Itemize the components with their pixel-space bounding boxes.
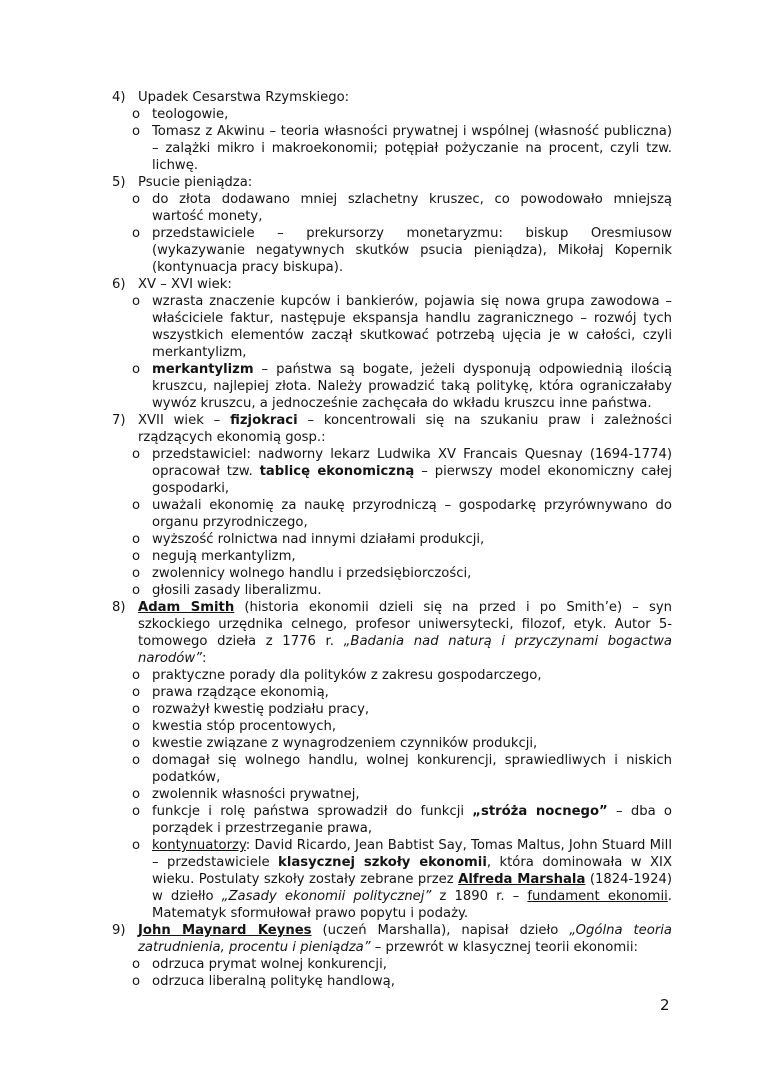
sub-item-text bbox=[152, 446, 672, 497]
sub-item bbox=[112, 837, 672, 922]
list-item-7 bbox=[112, 412, 672, 446]
item-number: 4) bbox=[112, 90, 126, 105]
item-text bbox=[138, 599, 672, 667]
item-title: Psucie pieniądza: bbox=[138, 175, 253, 190]
text-run: z 1890 r. – bbox=[431, 889, 528, 904]
sub-item-text bbox=[152, 361, 672, 412]
bullet-icon: o bbox=[132, 753, 141, 768]
term-fizjokraci: fizjokraci bbox=[230, 413, 298, 428]
bullet-icon: o bbox=[132, 192, 141, 207]
text-run: (uczeń Marshalla), napisał dzieło bbox=[311, 923, 570, 938]
text-run: (historia ekonomii dzieli się na przed i po Smith’e) – syn szkockiego urzędnika celnego, profesor uniwersytecki, filozof, etyk. Autor 5-tomowego dzieła z 1776 r. bbox=[138, 600, 672, 649]
sub-item bbox=[112, 718, 672, 735]
bullet-icon: o bbox=[132, 566, 141, 581]
sub-item-text: negują merkantylizm, bbox=[152, 549, 296, 564]
sub-item-text: zwolennik własności prywatnej, bbox=[152, 787, 360, 802]
sub-item-text bbox=[152, 837, 672, 922]
bullet-icon: o bbox=[132, 804, 141, 819]
sub-item bbox=[112, 531, 672, 548]
sub-item bbox=[112, 293, 672, 361]
text-run: funkcje i rolę państwa sprowadził do funkcji bbox=[152, 804, 473, 819]
text-run: – przewrót w klasycznej teorii ekonomii: bbox=[370, 940, 638, 955]
sub-item-text: przedstawiciele – prekursorzy monetaryzmu: biskup Oresmiusow (wykazywanie negatywnych skutków psucia pieniądza), Mikołaj Kopernik (kontynuacja pracy biskupa). bbox=[152, 226, 672, 275]
sub-item-text: teologowie, bbox=[152, 107, 229, 122]
bullet-icon: o bbox=[132, 362, 141, 377]
text-run: – koncentrowali się na szukaniu praw i zależności rządzących ekonomią gosp.: bbox=[138, 413, 672, 445]
bullet-icon: o bbox=[132, 498, 141, 513]
text-run: : bbox=[202, 651, 207, 666]
bullet-icon: o bbox=[132, 549, 141, 564]
bullet-icon: o bbox=[132, 702, 141, 717]
sub-item bbox=[112, 752, 672, 786]
sub-item bbox=[112, 667, 672, 684]
sub-item-text: kwestia stóp procentowych, bbox=[152, 719, 337, 734]
sub-item-text: prawa rządzące ekonomią, bbox=[152, 685, 329, 700]
sub-item bbox=[112, 225, 672, 276]
sub-item bbox=[112, 684, 672, 701]
bullet-icon: o bbox=[132, 957, 141, 972]
list-item-9 bbox=[112, 922, 672, 956]
bullet-icon: o bbox=[132, 107, 141, 122]
list-item-4 bbox=[112, 89, 672, 106]
item-number: 6) bbox=[112, 277, 126, 292]
item-text bbox=[138, 412, 672, 446]
sub-item bbox=[112, 803, 672, 837]
bullet-icon: o bbox=[132, 447, 141, 462]
text-run: (1824-1924) w dziełło bbox=[152, 872, 672, 904]
text-run: XVII wiek – bbox=[138, 413, 231, 428]
term-klasyczna-szkola: klasycznej szkoły ekonomii bbox=[278, 855, 487, 870]
sub-item-text: kwestie związane z wynagrodzeniem czynników produkcji, bbox=[152, 736, 538, 751]
text-run: przedstawiciel: nadworny lekarz Ludwika XV Francais Quesnay (1694-1774) opracował tzw. bbox=[152, 447, 672, 479]
list-item-6 bbox=[112, 276, 672, 293]
bullet-icon: o bbox=[132, 719, 141, 734]
term-kontynuatorzy: kontynuatorzy bbox=[152, 838, 246, 853]
sub-item bbox=[112, 361, 672, 412]
bullet-icon: o bbox=[132, 583, 141, 598]
text-run: . Matematyk sformułował prawo popytu i podaży. bbox=[152, 889, 672, 921]
list-item-5 bbox=[112, 174, 672, 191]
term-merkantylizm: merkantylizm bbox=[152, 362, 254, 377]
bullet-icon: o bbox=[132, 685, 141, 700]
item-number: 7) bbox=[112, 413, 126, 428]
sub-item bbox=[112, 956, 672, 973]
work-title: „Zasady ekonomii politycznej” bbox=[221, 889, 432, 904]
text-run: – państwa są bogate, jeżeli dysponują odpowiednią ilością kruszcu, najlepiej złota. Należy prowadzić taką politykę, która ograniczałaby wywóz kruszcu, a jednocześnie zachęcała do wkładu kruszcu inne państwa. bbox=[152, 362, 672, 411]
sub-item bbox=[112, 106, 672, 123]
text-run: , która dominowała w XIX wieku. Postulaty szkoły zostały zebrane przez bbox=[152, 855, 672, 887]
sub-item-text: wzrasta znaczenie kupców i bankierów, pojawia się nowa grupa zawodowa – właściciele faktur, następuje ekspansja handlu zagranicznego – rozwój tych wszystkich elementów zaczął skutkować potrzebą ujęcia je w całości, czyli merkantylizm, bbox=[152, 294, 672, 360]
name-adam-smith: Adam Smith bbox=[138, 600, 235, 615]
sub-item bbox=[112, 123, 672, 174]
term-fundament: fundament ekonomii bbox=[527, 889, 668, 904]
text-run: – pierwszy model ekonomiczny całej gospodarki, bbox=[152, 464, 672, 496]
sub-item-text: domagał się wolnego handlu, wolnej konkurencji, sprawiedliwych i niskich podatków, bbox=[152, 753, 672, 785]
text-run: : David Ricardo, Jean Babtist Say, Tomas Maltus, John Stuard Mill – przedstawiciele bbox=[152, 838, 672, 870]
item-title: Upadek Cesarstwa Rzymskiego: bbox=[138, 90, 350, 105]
sub-item-text: praktyczne porady dla polityków z zakresu gospodarczego, bbox=[152, 668, 542, 683]
bullet-icon: o bbox=[132, 532, 141, 547]
text-run: – dba o porządek i przestrzeganie prawa, bbox=[152, 804, 672, 836]
sub-item-text: odrzuca liberalną politykę handlową, bbox=[152, 974, 395, 989]
sub-item bbox=[112, 497, 672, 531]
sub-item-text: do złota dodawano mniej szlachetny kruszec, co powodowało mniejszą wartość monety, bbox=[152, 192, 672, 224]
document-body bbox=[112, 89, 672, 990]
sub-item-text bbox=[152, 803, 672, 837]
item-number: 9) bbox=[112, 923, 126, 938]
page-number: 2 bbox=[660, 996, 670, 1014]
sub-item bbox=[112, 973, 672, 990]
sub-item bbox=[112, 191, 672, 225]
item-number: 5) bbox=[112, 175, 126, 190]
sub-item bbox=[112, 786, 672, 803]
sub-item bbox=[112, 446, 672, 497]
sub-item bbox=[112, 735, 672, 752]
item-text bbox=[138, 922, 672, 956]
bullet-icon: o bbox=[132, 124, 141, 139]
work-title: „Ogólna teoria zatrudnienia, procentu i pieniądza” bbox=[138, 923, 672, 955]
sub-item-text: wyższość rolnictwa nad innymi działami produkcji, bbox=[152, 532, 485, 547]
term-stroza-nocnego: „stróża nocnego” bbox=[472, 804, 608, 819]
list-item-8 bbox=[112, 599, 672, 667]
sub-item-text: głosili zasady liberalizmu. bbox=[152, 583, 322, 598]
sub-item bbox=[112, 701, 672, 718]
bullet-icon: o bbox=[132, 838, 141, 853]
bullet-icon: o bbox=[132, 294, 141, 309]
name-keynes: John Maynard Keynes bbox=[138, 923, 312, 938]
sub-item-text: uważali ekonomię za naukę przyrodniczą – gospodarkę przyrównywano do organu przyrodniczego, bbox=[152, 498, 672, 530]
bullet-icon: o bbox=[132, 226, 141, 241]
sub-item bbox=[112, 582, 672, 599]
sub-item bbox=[112, 565, 672, 582]
bullet-icon: o bbox=[132, 668, 141, 683]
sub-item-text: odrzuca prymat wolnej konkurencji, bbox=[152, 957, 387, 972]
bullet-icon: o bbox=[132, 736, 141, 751]
sub-item-text: Tomasz z Akwinu – teoria własności prywatnej i wspólnej (własność publiczna) – zalążki mikro i makroekonomii; potępiał pożyczanie na procent, czyli tzw. lichwę. bbox=[152, 124, 672, 173]
sub-item-text: zwolennicy wolnego handlu i przedsiębiorczości, bbox=[152, 566, 472, 581]
bullet-icon: o bbox=[132, 787, 141, 802]
sub-item-text: rozważył kwestię podziału pracy, bbox=[152, 702, 370, 717]
term-tablica: tablicę ekonomiczną bbox=[259, 464, 415, 479]
item-title: XV – XVI wiek: bbox=[138, 277, 232, 292]
name-alfred-marshall: Alfreda Marshala bbox=[458, 872, 586, 887]
bullet-icon: o bbox=[132, 974, 141, 989]
sub-item bbox=[112, 548, 672, 565]
work-title: „Badania nad naturą i przyczynami bogactwa narodów” bbox=[138, 634, 672, 666]
item-number: 8) bbox=[112, 600, 126, 615]
